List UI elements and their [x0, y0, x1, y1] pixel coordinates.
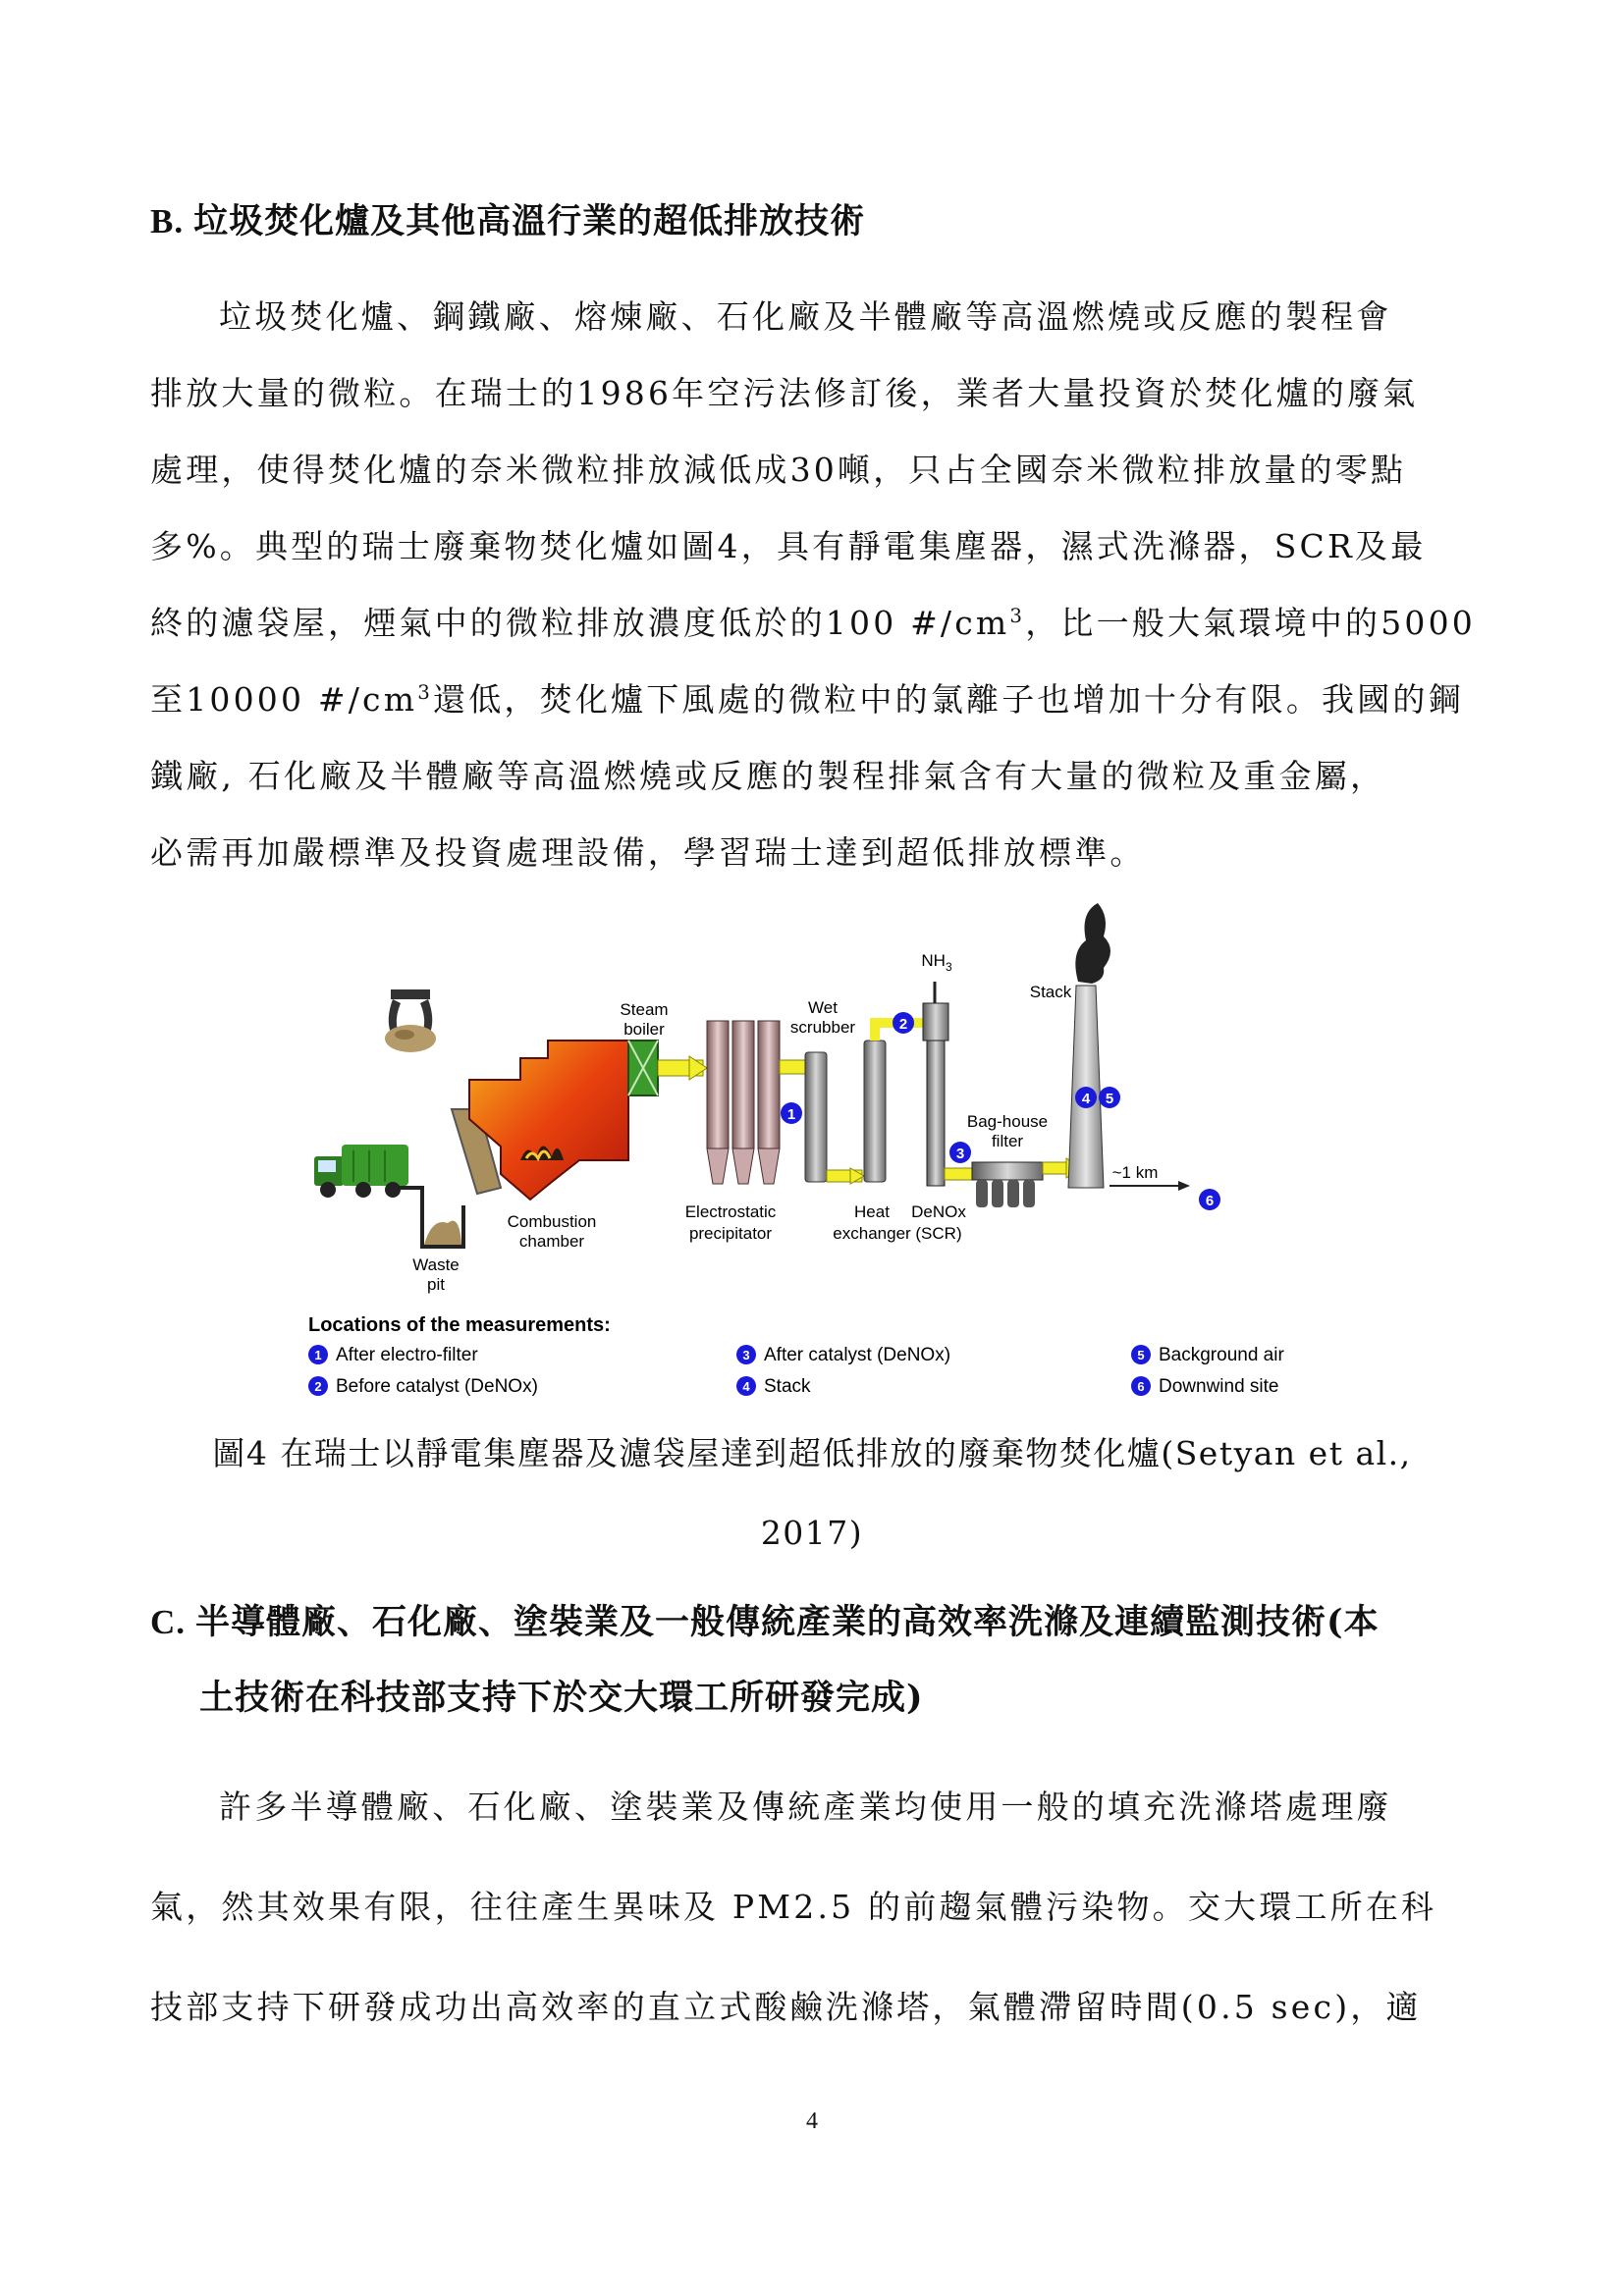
waste-pit — [393, 1188, 463, 1247]
paragraph-line: 氣，然其效果有限，往往產生異味及 PM2.5 的前趨氣體污染物。交大環工所在科 — [150, 1888, 1437, 1926]
section-c-heading — [150, 1595, 1380, 1644]
superscript: 3 — [417, 681, 434, 704]
section-c-title: 半導體廠、石化廠、塗裝業及一般傳統產業的高效率洗滌及連續監測技術(本 — [195, 1602, 1380, 1642]
label-exchanger: exchanger — [833, 1224, 911, 1243]
svg-text:Background air: Background air — [1159, 1345, 1284, 1365]
arrow-head-icon — [1178, 1181, 1190, 1191]
svg-text:Before catalyst (DeNOx): Before catalyst (DeNOx) — [336, 1376, 538, 1397]
paragraph-line: 技部支持下研發成功出高效率的直立式酸鹼洗滌塔，氣體滯留時間(0.5 sec)，適 — [150, 1988, 1422, 2026]
denox-scr — [923, 982, 948, 1186]
label-combustion: Combustion — [507, 1212, 597, 1231]
svg-text:After catalyst (DeNOx): After catalyst (DeNOx) — [764, 1345, 951, 1365]
label-filter: filter — [991, 1132, 1024, 1150]
bag-house-filter — [972, 1162, 1043, 1207]
svg-text:4: 4 — [1081, 1091, 1091, 1107]
marker-2 — [893, 1012, 914, 1034]
label-stack: Stack — [1029, 983, 1072, 1001]
legend-item — [308, 1376, 538, 1397]
steam-boiler — [628, 1041, 658, 1095]
section-b-title: 垃圾焚化爐及其他高溫行業的超低排放技術 — [193, 201, 866, 241]
svg-text:1: 1 — [314, 1348, 322, 1362]
flue-duct — [780, 1060, 805, 1074]
flue-duct — [945, 1168, 972, 1180]
svg-text:2: 2 — [314, 1379, 322, 1394]
legend-item — [736, 1345, 950, 1365]
svg-text:After electro-filter: After electro-filter — [336, 1345, 478, 1365]
paragraph-line — [150, 585, 1481, 662]
legend-item — [1131, 1345, 1284, 1365]
section-b-heading — [150, 194, 865, 243]
label-bag-house: Bag-house — [966, 1112, 1049, 1131]
label-steam: Steam — [620, 1000, 669, 1019]
svg-text:5: 5 — [1137, 1348, 1145, 1362]
figure-caption: 圖4 在瑞士以靜電集塵器及濾袋屋達到超低排放的廢棄物焚化爐(Setyan et al., — [212, 1434, 1412, 1472]
svg-text:3: 3 — [955, 1146, 965, 1162]
legend-item — [736, 1376, 811, 1397]
marker-1 — [781, 1102, 802, 1124]
paragraph-line: 排放大量的微粒。在瑞士的1986年空污法修訂後，業者大量投資於焚化爐的廢氣 — [150, 374, 1419, 412]
marker-6 — [1199, 1189, 1220, 1210]
stack-chimney — [1068, 903, 1110, 1188]
label-scr: (SCR) — [915, 1224, 962, 1243]
svg-text:1: 1 — [786, 1106, 796, 1123]
page-number: 4 — [806, 2109, 818, 2134]
label-wet: Wet — [808, 998, 838, 1017]
svg-text:2: 2 — [898, 1016, 908, 1033]
label-pit: pit — [427, 1275, 445, 1294]
label-waste: Waste — [412, 1255, 460, 1274]
paragraph-line: 必需再加嚴標準及投資處理設備，學習瑞士達到超低排放標準。 — [150, 833, 1146, 872]
heat-exchanger — [864, 1041, 886, 1182]
marker-4 — [1075, 1087, 1097, 1108]
text-segment: 終的濾袋屋，煙氣中的微粒排放濃度低於的100 #/cm — [150, 604, 1010, 642]
section-c-paragraph — [150, 1757, 1481, 2057]
paragraph-line: 鐵廠, 石化廠及半體廠等高溫燃燒或反應的製程排氣含有大量的微粒及重金屬， — [150, 757, 1386, 795]
figure-caption-year: 2017) — [760, 1514, 864, 1552]
marker-3 — [949, 1142, 971, 1163]
label-denox: DeNOx — [911, 1202, 966, 1221]
incinerator-diagram — [295, 893, 1355, 1404]
label-heat: Heat — [854, 1202, 890, 1221]
section-b-label: B. — [150, 202, 185, 240]
svg-text:4: 4 — [742, 1379, 750, 1394]
label-scrubber: scrubber — [789, 1018, 856, 1037]
svg-text:3: 3 — [742, 1348, 750, 1362]
wet-scrubber — [805, 1052, 827, 1182]
superscript: 3 — [1009, 605, 1026, 627]
legend-item — [308, 1345, 478, 1365]
label-boiler: boiler — [623, 1020, 665, 1039]
svg-text:Stack: Stack — [764, 1376, 811, 1397]
electrostatic-precipitator — [707, 1021, 780, 1184]
paragraph-line: 多%。典型的瑞士廢棄物焚化爐如圖4，具有靜電集塵器，濕式洗滌器，SCR及最 — [150, 527, 1427, 565]
legend-title: Locations of the measurements: — [308, 1314, 611, 1336]
section-c-heading-continued: 土技術在科技部支持下於交大環工所研發完成) — [199, 1678, 924, 1718]
label-distance: ~1 km — [1111, 1163, 1159, 1182]
label-nh3: $NH_3$ — [921, 951, 952, 974]
paragraph-line: 許多半導體廠、石化廠、塗裝業及傳統產業均使用一般的填充洗滌塔處理廢 — [219, 1788, 1392, 1826]
svg-text:6: 6 — [1205, 1193, 1215, 1209]
section-c-label: C. — [150, 1603, 187, 1641]
svg-text:6: 6 — [1137, 1379, 1145, 1394]
paragraph-line — [150, 662, 1481, 738]
paragraph-line: 垃圾焚化爐、鋼鐵廠、熔煉廠、石化廠及半體廠等高溫燃燒或反應的製程會 — [219, 297, 1392, 336]
label-chamber: chamber — [518, 1232, 585, 1251]
text-segment: 還低，焚化爐下風處的微粒中的氯離子也增加十分有限。我國的鋼 — [433, 680, 1464, 719]
text-segment: 至10000 #/cm — [150, 680, 418, 719]
label-electrostatic: Electrostatic — [684, 1202, 777, 1221]
text-segment: ，比一般大氣環境中的5000 — [1025, 604, 1477, 642]
svg-text:Downwind site: Downwind site — [1159, 1376, 1279, 1397]
marker-5 — [1099, 1087, 1120, 1108]
svg-text:5: 5 — [1105, 1091, 1114, 1107]
legend-item — [1131, 1376, 1279, 1397]
crane-grab-icon — [385, 989, 436, 1052]
label-precipitator: precipitator — [688, 1224, 773, 1243]
paragraph-line: 處理，使得焚化爐的奈米微粒排放減低成30噸，只占全國奈米微粒排放量的零點 — [150, 451, 1407, 489]
section-b-paragraph — [150, 279, 1481, 891]
